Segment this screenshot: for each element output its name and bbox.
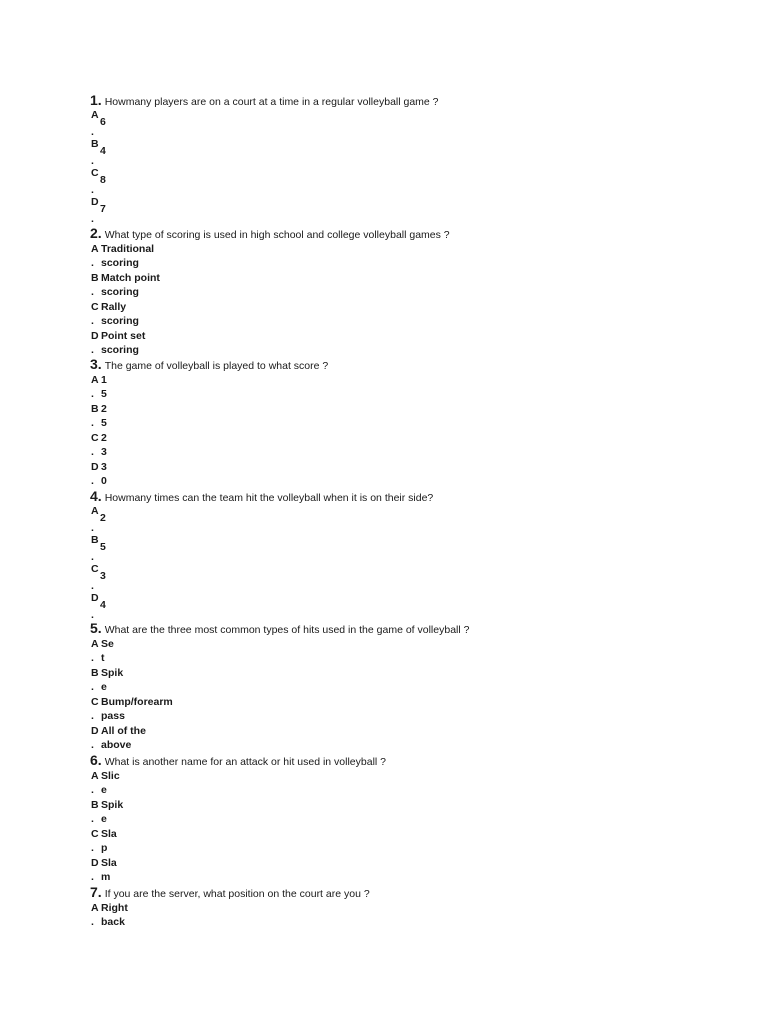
option-letter: C bbox=[91, 301, 99, 313]
option-letter: D bbox=[91, 330, 99, 342]
option-answer-continued: above bbox=[101, 739, 132, 751]
option-dot: . bbox=[91, 739, 94, 751]
question-number: 6. bbox=[90, 752, 102, 768]
option-dot: . bbox=[91, 580, 94, 592]
option-dot: . bbox=[91, 257, 94, 269]
option-answer-continued: pass bbox=[101, 710, 125, 722]
option-answer-continued: back bbox=[101, 916, 125, 928]
option-answer-continued: scoring bbox=[101, 315, 139, 327]
option-answer-continued: t bbox=[101, 652, 105, 664]
question-1 bbox=[90, 92, 439, 110]
option-dot: . bbox=[91, 184, 94, 196]
option-dot: . bbox=[91, 344, 94, 356]
option-answer: Match point bbox=[101, 272, 160, 284]
option-answer: 3 bbox=[101, 461, 107, 473]
option-answer: 1 bbox=[101, 374, 107, 386]
option-answer: Slic bbox=[101, 770, 120, 782]
question-3 bbox=[90, 356, 328, 374]
option-dot: . bbox=[91, 551, 94, 563]
option-letter: A bbox=[91, 109, 99, 121]
option-dot: . bbox=[91, 681, 94, 693]
option-answer: Traditional bbox=[101, 243, 155, 255]
option-letter: C bbox=[91, 167, 99, 179]
question-5 bbox=[90, 620, 469, 638]
question-number: 5. bbox=[90, 620, 102, 636]
option-letter: B bbox=[91, 272, 99, 284]
option-answer: 2 bbox=[100, 512, 106, 524]
option-letter: A bbox=[91, 505, 99, 517]
option-letter: A bbox=[91, 638, 99, 650]
question-text: Howmany times can the team hit the volleyball when it is on their side? bbox=[104, 492, 434, 504]
option-answer: Rally bbox=[101, 301, 127, 313]
option-letter: C bbox=[91, 696, 99, 708]
option-letter: B bbox=[91, 138, 99, 150]
question-number: 3. bbox=[90, 356, 102, 372]
question-text: If you are the server, what position on the court are you ? bbox=[104, 888, 370, 900]
question-text: What are the three most common types of hits used in the game of volleyball ? bbox=[104, 624, 470, 636]
option-answer-continued: scoring bbox=[101, 286, 139, 298]
option-letter: D bbox=[91, 196, 99, 208]
option-letter: D bbox=[91, 592, 99, 604]
option-dot: . bbox=[91, 710, 94, 722]
option-answer: Sla bbox=[101, 828, 117, 840]
question-number: 7. bbox=[90, 884, 102, 900]
option-answer: 4 bbox=[100, 599, 106, 611]
option-dot: . bbox=[91, 126, 94, 138]
option-dot: . bbox=[91, 522, 94, 534]
option-answer-continued: 5 bbox=[101, 388, 107, 400]
option-letter: B bbox=[91, 667, 99, 679]
option-letter: A bbox=[91, 374, 99, 386]
option-answer-continued: e bbox=[101, 681, 107, 693]
option-answer-continued: e bbox=[101, 784, 107, 796]
question-6 bbox=[90, 752, 386, 770]
option-letter: C bbox=[91, 828, 99, 840]
question-2 bbox=[90, 225, 450, 243]
option-answer: 8 bbox=[100, 174, 106, 186]
option-answer: Se bbox=[101, 638, 114, 650]
option-dot: . bbox=[91, 446, 94, 458]
option-letter: D bbox=[91, 461, 99, 473]
option-answer: Sla bbox=[101, 857, 117, 869]
option-answer: Spik bbox=[101, 799, 124, 811]
option-letter: A bbox=[91, 243, 99, 255]
option-answer: 2 bbox=[101, 403, 107, 415]
option-letter: D bbox=[91, 857, 99, 869]
question-text: The game of volleyball is played to what score ? bbox=[104, 360, 329, 372]
option-answer-continued: p bbox=[101, 842, 108, 854]
option-answer: 2 bbox=[101, 432, 107, 444]
option-answer-continued: scoring bbox=[101, 344, 139, 356]
question-text: Howmany players are on a court at a time in a regular volleyball game ? bbox=[104, 96, 439, 108]
option-answer: Right bbox=[101, 902, 128, 914]
option-answer: Bump/forearm bbox=[101, 696, 173, 708]
option-answer: 7 bbox=[100, 203, 106, 215]
option-dot: . bbox=[91, 916, 94, 928]
option-dot: . bbox=[91, 652, 94, 664]
option-dot: . bbox=[91, 417, 94, 429]
option-dot: . bbox=[91, 315, 94, 327]
option-answer: 6 bbox=[100, 116, 106, 128]
question-4 bbox=[90, 488, 433, 506]
question-text: What type of scoring is used in high school and college volleyball games ? bbox=[104, 229, 450, 241]
option-letter: A bbox=[91, 770, 99, 782]
option-letter: A bbox=[91, 902, 99, 914]
question-number: 2. bbox=[90, 225, 102, 241]
question-7 bbox=[90, 884, 370, 902]
option-letter: D bbox=[91, 725, 99, 737]
question-text: What is another name for an attack or hit used in volleyball ? bbox=[104, 756, 387, 768]
option-answer-continued: scoring bbox=[101, 257, 139, 269]
option-answer-continued: m bbox=[101, 871, 111, 883]
option-answer: Spik bbox=[101, 667, 124, 679]
option-answer-continued: 0 bbox=[101, 475, 107, 487]
option-answer: All of the bbox=[101, 725, 146, 737]
option-dot: . bbox=[91, 609, 94, 621]
option-dot: . bbox=[91, 388, 94, 400]
option-dot: . bbox=[91, 475, 94, 487]
option-dot: . bbox=[91, 213, 94, 225]
option-dot: . bbox=[91, 155, 94, 167]
option-answer: 3 bbox=[100, 570, 106, 582]
question-number: 4. bbox=[90, 488, 102, 504]
option-answer: 4 bbox=[100, 145, 106, 157]
option-letter: B bbox=[91, 799, 99, 811]
option-letter: B bbox=[91, 403, 99, 415]
option-answer-continued: 3 bbox=[101, 446, 107, 458]
option-letter: B bbox=[91, 534, 99, 546]
option-answer-continued: 5 bbox=[101, 417, 107, 429]
option-answer-continued: e bbox=[101, 813, 107, 825]
option-dot: . bbox=[91, 813, 94, 825]
question-number: 1. bbox=[90, 92, 102, 108]
option-dot: . bbox=[91, 842, 94, 854]
option-letter: C bbox=[91, 432, 99, 444]
option-letter: C bbox=[91, 563, 99, 575]
option-answer: Point set bbox=[101, 330, 146, 342]
option-answer: 5 bbox=[100, 541, 106, 553]
option-dot: . bbox=[91, 871, 94, 883]
option-dot: . bbox=[91, 286, 94, 298]
option-dot: . bbox=[91, 784, 94, 796]
